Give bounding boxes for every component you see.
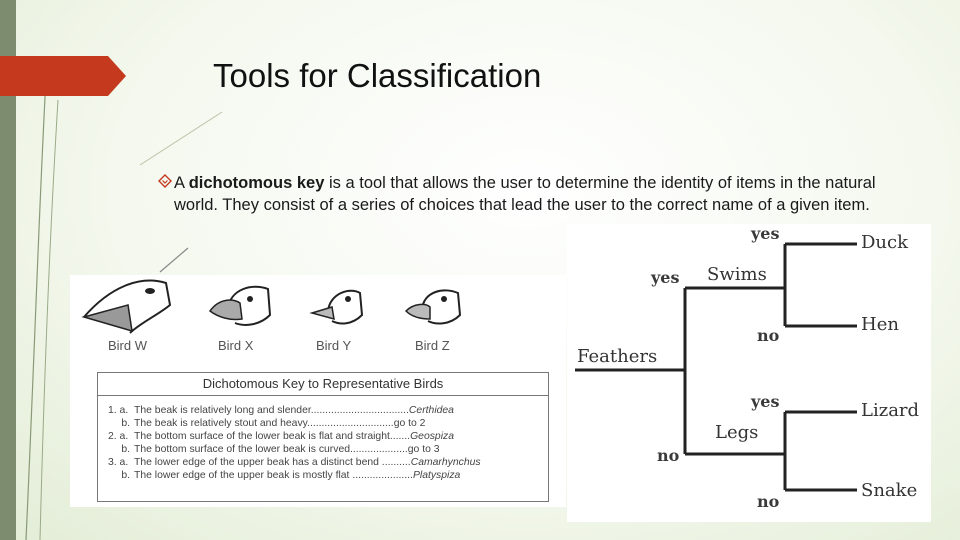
tree-yes-label: yes	[751, 224, 780, 243]
bird-key-figure	[70, 275, 566, 507]
key-row-text: The lower edge of the upper beak has a distinct bend ..........	[134, 457, 411, 468]
key-table-title: Dichotomous Key to Representative Birds	[98, 373, 548, 396]
key-row	[108, 444, 538, 455]
tree-leaf-snake: Snake	[861, 480, 918, 501]
slide-title: Tools for Classification	[213, 57, 542, 94]
bird-label: Bird Z	[415, 338, 450, 353]
tree-yes-label: yes	[651, 268, 680, 287]
key-row-num: 2. a.	[108, 431, 129, 442]
key-row	[108, 431, 538, 442]
key-row-num: b.	[121, 444, 130, 455]
key-row-result: Camarhynchus	[410, 457, 481, 468]
tree-legs-label: Legs	[715, 422, 759, 443]
bird-label: Bird X	[218, 338, 254, 353]
bullet-text	[174, 172, 894, 216]
key-row-result: Platyspiza	[412, 470, 461, 481]
bullet-rest: is a tool that allows the user to determine the identity of items in the natural world. They consist of a series of choices that lead the user to the correct name of a given item.	[174, 174, 876, 214]
key-row	[108, 418, 538, 429]
tree-swims-label: Swims	[707, 264, 767, 285]
key-row-num: b.	[121, 418, 130, 429]
key-row-text: The lower edge of the upper beak is mostly flat .....................	[134, 470, 413, 481]
title-accent-tab	[0, 56, 126, 96]
dichotomous-key-table	[97, 372, 549, 502]
bullet-term: dichotomous key	[188, 174, 325, 192]
tree-no-label: no	[657, 446, 680, 465]
key-row-result: Geospiza	[410, 431, 454, 442]
key-row	[108, 457, 538, 468]
tree-no-label: no	[757, 326, 780, 345]
key-row-result: go to 3	[407, 444, 440, 455]
key-row-text: The beak is relatively stout and heavy..............................	[134, 418, 394, 429]
bird-y-head-icon	[312, 291, 362, 324]
key-row-num: b.	[121, 470, 130, 481]
key-row	[108, 405, 538, 416]
bird-heads-drawing	[70, 275, 566, 345]
key-row-num: 1. a.	[108, 405, 129, 416]
bird-label: Bird W	[108, 338, 147, 353]
key-row-text: The beak is relatively long and slender..................................	[134, 405, 409, 416]
key-row-text: The bottom surface of the lower beak is flat and straight.......	[134, 431, 411, 442]
bird-label: Bird Y	[316, 338, 352, 353]
key-row-result: go to 2	[393, 418, 426, 429]
tree-yes-label: yes	[751, 392, 780, 411]
tree-leaf-hen: Hen	[861, 314, 899, 335]
key-row-result: Certhidea	[408, 405, 454, 416]
bird-w-head-icon	[84, 281, 170, 333]
key-row-text: The bottom surface of the lower beak is curved....................	[134, 444, 408, 455]
diamond-bullet-icon	[158, 174, 172, 188]
tree-root-label: Feathers	[577, 346, 658, 367]
bird-z-head-icon	[406, 290, 460, 323]
key-row	[108, 470, 538, 481]
branching-key-figure	[567, 224, 931, 522]
bullet-prefix: A	[174, 174, 189, 192]
bird-x-head-icon	[210, 287, 270, 325]
tree-leaf-duck: Duck	[861, 232, 909, 253]
tree-no-label: no	[757, 492, 780, 511]
tree-leaf-lizard: Lizard	[861, 400, 920, 421]
key-row-num: 3. a.	[108, 457, 129, 468]
